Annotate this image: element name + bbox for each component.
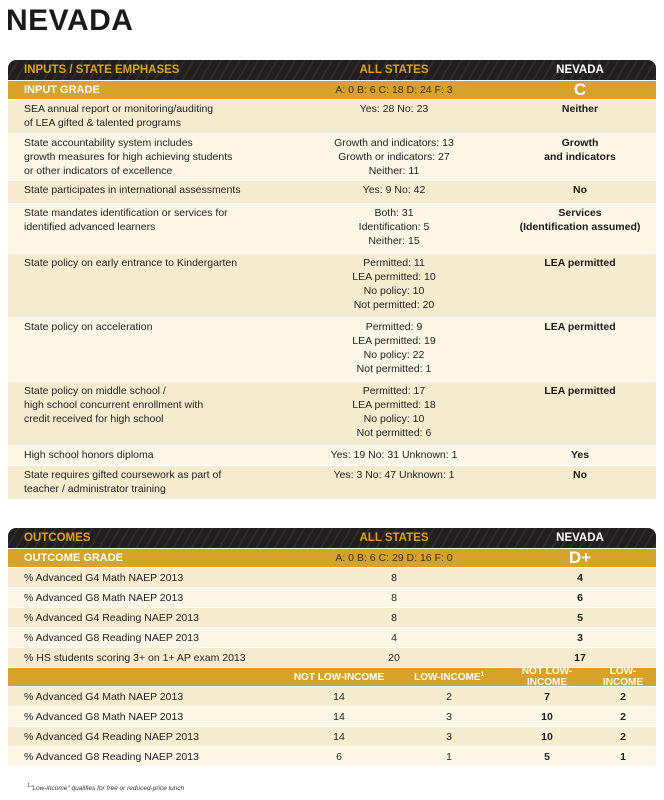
row-label: State accountability system includes growth measures for high achieving students or other indicators of excellence <box>24 137 233 177</box>
table-row <box>8 381 656 445</box>
all-low-value: 2 <box>446 690 452 703</box>
row-all-states: Yes: 28 No: 23 <box>359 103 429 115</box>
table-row <box>8 567 656 587</box>
outcome-grade-row <box>8 548 656 567</box>
row-state-value: Neither <box>561 103 599 115</box>
row-label: % Advanced G4 Reading NAEP 2013 <box>24 611 199 624</box>
state-not-low-value: 10 <box>541 730 553 743</box>
outcome-grade-distribution: A: 0 B: 6 C: 29 D: 16 F: 0 <box>335 552 453 564</box>
all-low-income-label: LOW-INCOME <box>414 671 481 683</box>
state-not-low-value: 7 <box>544 690 550 703</box>
row-all-states: Permitted: 11 LEA permitted: 10 No policy: 10 Not permitted: 20 <box>352 257 436 311</box>
row-label: % Advanced G4 Reading NAEP 2013 <box>24 730 199 743</box>
all-not-low-value: 6 <box>336 750 342 763</box>
input-grade-distribution: A: 0 B: 6 C: 18 D: 24 F: 3 <box>335 84 453 96</box>
table-row <box>8 203 656 253</box>
row-all-states: Yes: 19 No: 31 Unknown: 1 <box>330 449 458 461</box>
state-low-value: 1 <box>620 750 626 763</box>
footnote-marker: 1 <box>480 671 484 678</box>
row-state-value: 6 <box>577 591 583 604</box>
outcomes-header-state: NEVADA <box>556 532 604 544</box>
row-state-value: LEA permitted <box>544 257 616 269</box>
inputs-header-all-states: ALL STATES <box>359 64 429 76</box>
row-label: State policy on acceleration <box>24 321 153 333</box>
row-label: High school honors diploma <box>24 449 154 461</box>
state-low-value: 2 <box>620 710 626 723</box>
row-label: % Advanced G4 Math NAEP 2013 <box>24 571 184 584</box>
row-label: State policy on middle school / high school concurrent enrollment with credit received for high school <box>24 385 204 425</box>
row-label: SEA annual report or monitoring/auditing of LEA gifted & talented programs <box>24 103 214 129</box>
row-all-states: Yes: 3 No: 47 Unknown: 1 <box>333 469 455 481</box>
table-row <box>8 445 656 465</box>
footnote <box>27 783 184 792</box>
row-state-value: LEA permitted <box>544 321 616 333</box>
row-label: State requires gifted coursework as part of teacher / administrator training <box>24 469 222 495</box>
row-state-value: No <box>573 469 587 481</box>
state-low-value: 2 <box>620 730 626 743</box>
row-state-value: No <box>573 184 587 196</box>
income-row <box>8 686 656 706</box>
row-state-value: Services (Identification assumed) <box>519 207 641 233</box>
table-row <box>8 133 656 180</box>
inputs-table <box>8 60 656 499</box>
state-not-low-value: 10 <box>541 710 553 723</box>
row-all-states: Both: 31 Identification: 5 Neither: 15 <box>358 207 430 247</box>
footnote-text: "Low-income" qualifies for free or reduced-price lunch <box>30 785 185 793</box>
income-header-row <box>8 667 656 686</box>
state-not-low-income-header: NOT LOW-INCOME <box>521 666 573 688</box>
inputs-header-state: NEVADA <box>556 64 604 76</box>
outcomes-header-row <box>8 528 656 548</box>
table-row <box>8 647 656 667</box>
row-label: % Advanced G4 Math NAEP 2013 <box>24 690 184 703</box>
income-row <box>8 706 656 726</box>
outcome-grade-label: OUTCOME GRADE <box>24 552 123 564</box>
all-not-low-income-header: NOT LOW-INCOME <box>293 671 385 683</box>
input-grade-label: INPUT GRADE <box>24 84 100 96</box>
row-all-states: 8 <box>391 591 397 604</box>
row-label: % Advanced G8 Math NAEP 2013 <box>24 710 184 723</box>
row-state-value: LEA permitted <box>544 385 616 397</box>
all-low-income-header <box>394 672 504 683</box>
inputs-header-row <box>8 60 656 80</box>
outcomes-header-label: OUTCOMES <box>24 532 91 544</box>
table-row <box>8 99 656 133</box>
page-title: NEVADA <box>6 4 134 37</box>
row-label: % Advanced G8 Math NAEP 2013 <box>24 591 184 604</box>
row-label: State mandates identification or services for identified advanced learners <box>24 207 228 233</box>
row-label: % HS students scoring 3+ on 1+ AP exam 2013 <box>24 651 246 664</box>
all-not-low-value: 14 <box>333 690 345 703</box>
table-row <box>8 317 656 381</box>
footnote-mark: 1 <box>27 783 31 789</box>
all-low-value: 3 <box>446 730 452 743</box>
table-row <box>8 180 656 203</box>
income-row <box>8 746 656 766</box>
row-label: % Advanced G8 Reading NAEP 2013 <box>24 750 199 763</box>
table-row <box>8 465 656 499</box>
row-state-value: Growth and indicators <box>544 137 616 163</box>
table-row <box>8 587 656 607</box>
inputs-header-label: INPUTS / STATE EMPHASES <box>24 64 180 76</box>
outcomes-table <box>8 528 656 766</box>
table-row <box>8 627 656 647</box>
row-state-value: 5 <box>577 611 583 624</box>
income-row <box>8 726 656 746</box>
row-all-states: 8 <box>391 571 397 584</box>
row-state-value: 17 <box>574 651 586 664</box>
row-all-states: Permitted: 17 LEA permitted: 18 No policy: 10 Not permitted: 6 <box>352 385 436 439</box>
input-grade-value: C <box>573 80 587 99</box>
all-low-value: 3 <box>446 710 452 723</box>
input-grade-row <box>8 80 656 99</box>
outcomes-header-all-states: ALL STATES <box>359 532 429 544</box>
all-not-low-value: 14 <box>333 730 345 743</box>
row-label: State policy on early entrance to Kindergarten <box>24 257 238 269</box>
row-all-states: 20 <box>388 651 400 664</box>
table-row <box>8 607 656 627</box>
row-label: State participates in international assessments <box>24 184 241 196</box>
outcome-grade-value: D+ <box>568 548 592 567</box>
row-all-states: Permitted: 9 LEA permitted: 19 No policy: 22 Not permitted: 1 <box>352 321 436 375</box>
row-all-states: 8 <box>391 611 397 624</box>
row-state-value: Yes <box>570 449 590 461</box>
row-label: % Advanced G8 Reading NAEP 2013 <box>24 631 199 644</box>
row-state-value: 4 <box>577 571 583 584</box>
all-low-value: 1 <box>446 750 452 763</box>
row-all-states: Growth and indicators: 13 Growth or indicators: 27 Neither: 11 <box>334 137 454 177</box>
row-all-states: Yes: 9 No: 42 <box>362 184 426 196</box>
table-row <box>8 253 656 317</box>
all-not-low-value: 14 <box>333 710 345 723</box>
row-state-value: 3 <box>577 631 583 644</box>
state-low-income-header: LOW-INCOME <box>603 666 643 688</box>
state-low-value: 2 <box>620 690 626 703</box>
row-all-states: 4 <box>391 631 397 644</box>
state-not-low-value: 5 <box>544 750 550 763</box>
